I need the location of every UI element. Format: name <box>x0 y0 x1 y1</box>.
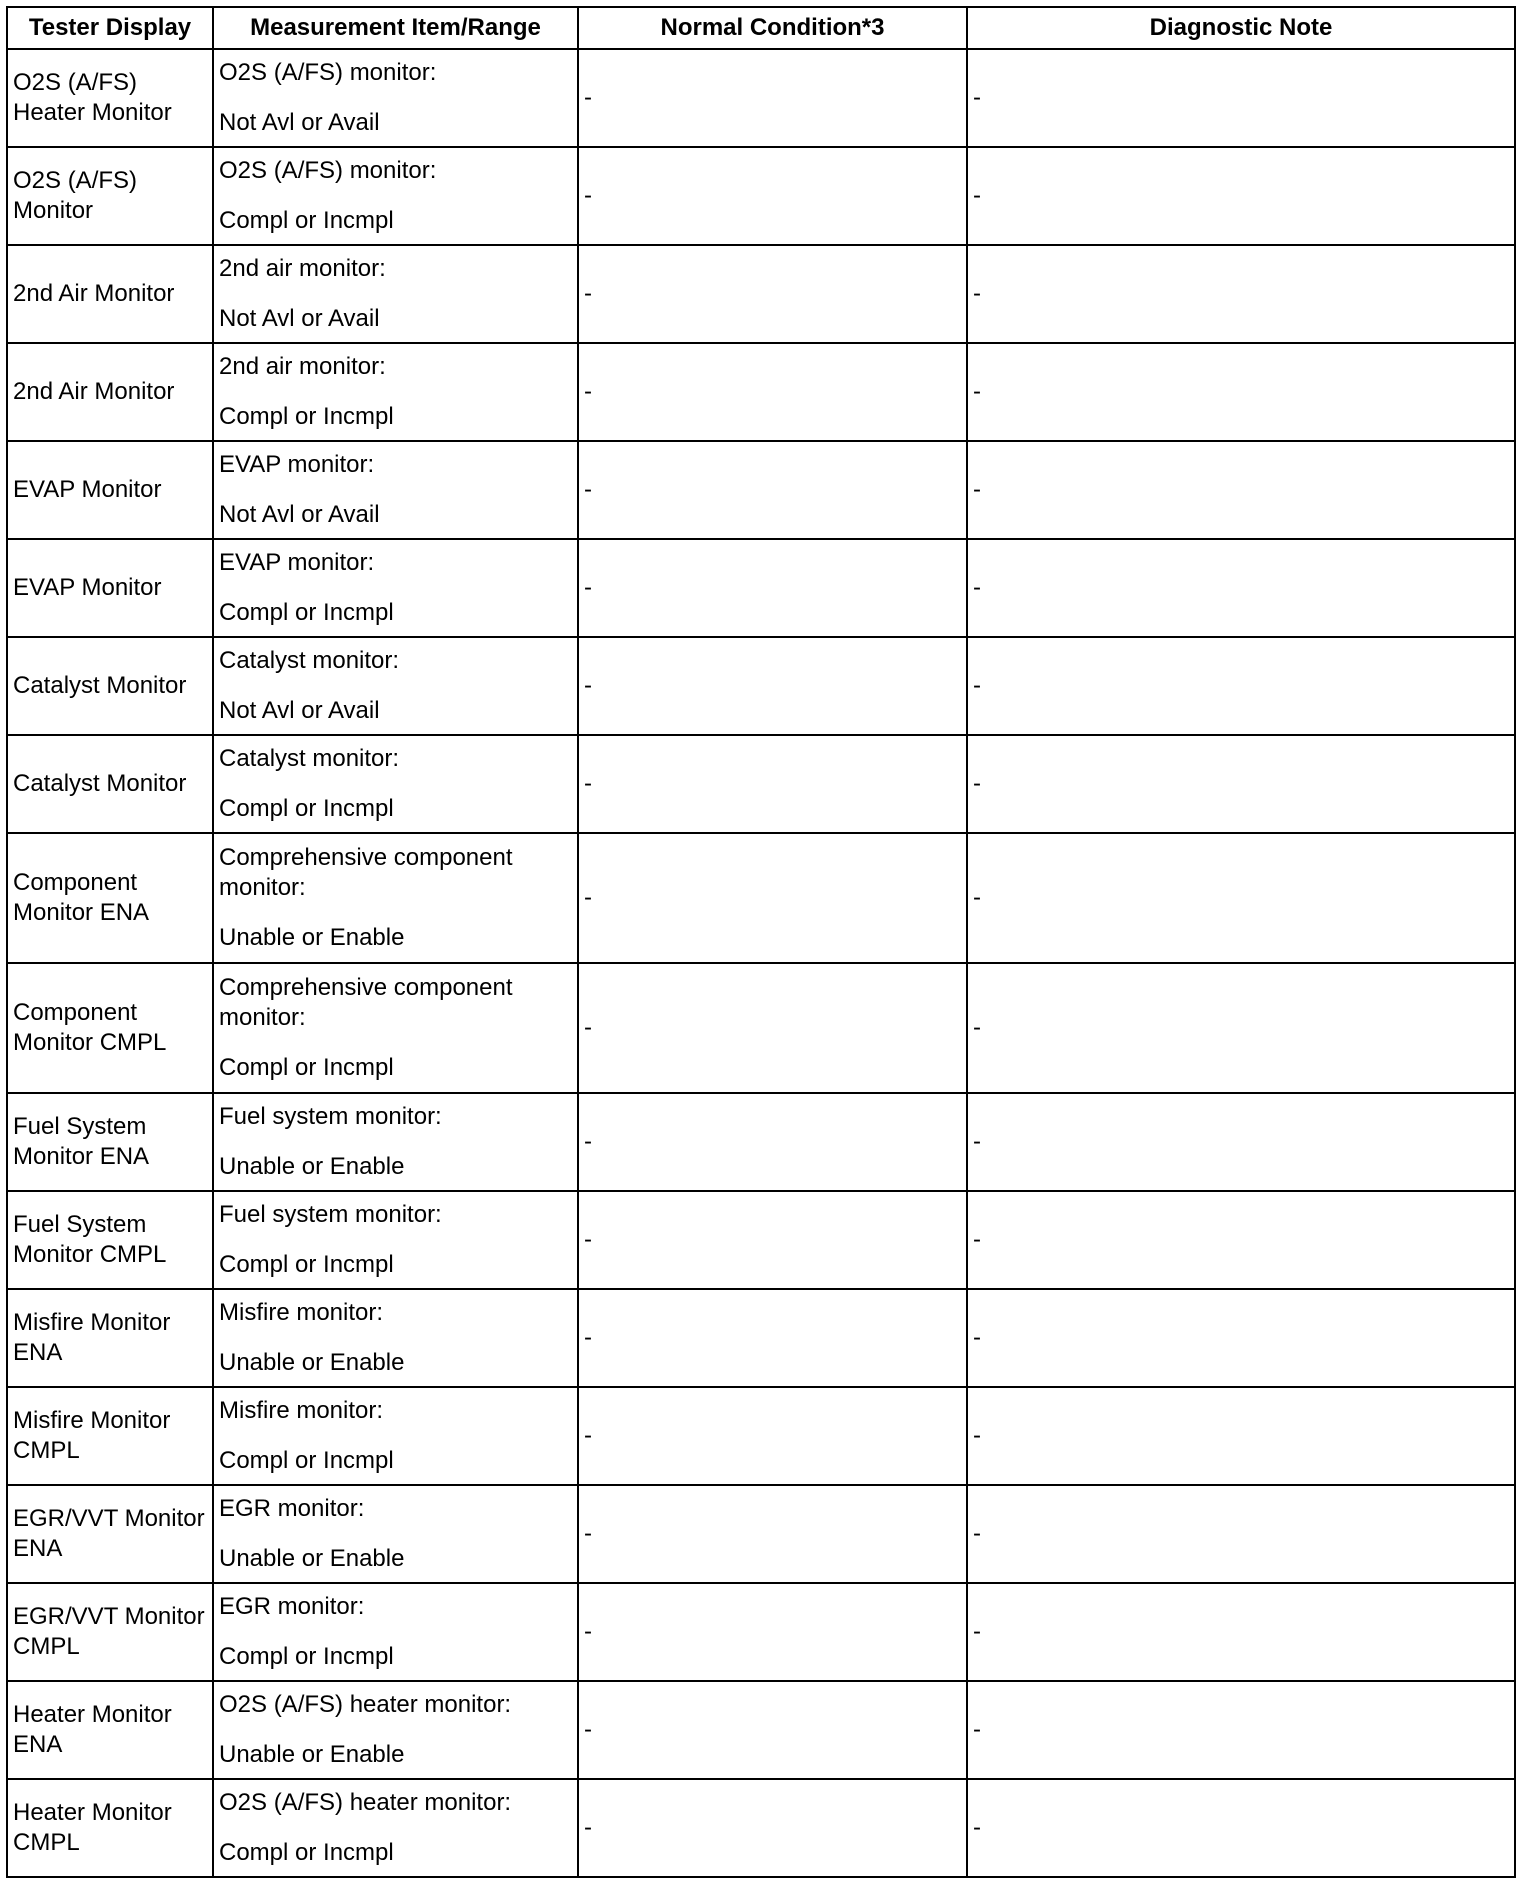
normal-condition-cell: - <box>578 343 967 441</box>
normal-condition-cell: - <box>578 637 967 735</box>
diagnostic-note-cell: - <box>967 1191 1515 1289</box>
diagnostic-note-cell: - <box>967 343 1515 441</box>
tester-display-cell: EGR/VVT Monitor CMPL <box>7 1583 213 1681</box>
measurement-cell <box>213 343 578 441</box>
measurement-item: Comprehensive component monitor: <box>219 974 513 1031</box>
measurement-cell <box>213 539 578 637</box>
measurement-range: Compl or Incmpl <box>219 1054 394 1081</box>
normal-condition-cell: - <box>578 245 967 343</box>
measurement-cell <box>213 637 578 735</box>
table-row <box>7 441 1515 539</box>
tester-display-cell: Catalyst Monitor <box>7 735 213 833</box>
diagnostic-note-cell: - <box>967 1681 1515 1779</box>
tester-display-cell: Misfire Monitor CMPL <box>7 1387 213 1485</box>
tester-display-cell: O2S (A/FS) Monitor <box>7 147 213 245</box>
measurement-range: Unable or Enable <box>219 1545 405 1572</box>
diagnostic-note-cell: - <box>967 1387 1515 1485</box>
diagnostic-note-cell: - <box>967 735 1515 833</box>
measurement-cell <box>213 1485 578 1583</box>
table-row <box>7 245 1515 343</box>
tester-display-cell: Fuel System Monitor CMPL <box>7 1191 213 1289</box>
table-row <box>7 963 1515 1093</box>
normal-condition-cell: - <box>578 441 967 539</box>
measurement-item: Misfire monitor: <box>219 1299 384 1326</box>
measurement-cell <box>213 441 578 539</box>
measurement-cell <box>213 1681 578 1779</box>
measurement-range: Unable or Enable <box>219 1741 405 1768</box>
tester-display-cell: Misfire Monitor ENA <box>7 1289 213 1387</box>
measurement-item: Catalyst monitor: <box>219 745 400 772</box>
normal-condition-cell: - <box>578 1583 967 1681</box>
measurement-cell <box>213 833 578 963</box>
measurement-cell <box>213 1093 578 1191</box>
measurement-range: Unable or Enable <box>219 1153 405 1180</box>
diagnostic-note-cell: - <box>967 1779 1515 1877</box>
table-row <box>7 539 1515 637</box>
header-normal-condition: Normal Condition*3 <box>578 7 967 49</box>
measurement-cell <box>213 963 578 1093</box>
table-row <box>7 735 1515 833</box>
measurement-item: O2S (A/FS) heater monitor: <box>219 1789 512 1816</box>
table-row <box>7 147 1515 245</box>
diagnostic-note-cell: - <box>967 1583 1515 1681</box>
measurement-item: Fuel system monitor: <box>219 1201 442 1228</box>
tester-display-cell: 2nd Air Monitor <box>7 343 213 441</box>
measurement-cell <box>213 49 578 147</box>
tester-display-cell: EVAP Monitor <box>7 441 213 539</box>
measurement-item: EGR monitor: <box>219 1495 365 1522</box>
measurement-item: Comprehensive component monitor: <box>219 844 513 901</box>
measurement-item: 2nd air monitor: <box>219 255 386 282</box>
tester-display-cell: O2S (A/FS) Heater Monitor <box>7 49 213 147</box>
table-row <box>7 1583 1515 1681</box>
table-row <box>7 1289 1515 1387</box>
table-row <box>7 833 1515 963</box>
table-row <box>7 1779 1515 1877</box>
diagnostic-note-cell: - <box>967 539 1515 637</box>
table-row <box>7 49 1515 147</box>
table-row <box>7 1485 1515 1583</box>
tester-display-cell: Fuel System Monitor ENA <box>7 1093 213 1191</box>
diagnostic-note-cell: - <box>967 1093 1515 1191</box>
measurement-cell <box>213 735 578 833</box>
header-tester-display: Tester Display <box>7 7 213 49</box>
table-row <box>7 1387 1515 1485</box>
measurement-range: Compl or Incmpl <box>219 1643 394 1670</box>
tester-display-cell: Heater Monitor CMPL <box>7 1779 213 1877</box>
measurement-range: Unable or Enable <box>219 1349 405 1376</box>
table-row <box>7 1191 1515 1289</box>
normal-condition-cell: - <box>578 147 967 245</box>
measurement-item: Catalyst monitor: <box>219 647 400 674</box>
monitor-status-table <box>6 6 1516 1878</box>
diagnostic-note-cell: - <box>967 49 1515 147</box>
normal-condition-cell: - <box>578 735 967 833</box>
measurement-cell <box>213 1289 578 1387</box>
normal-condition-cell: - <box>578 1485 967 1583</box>
measurement-range: Not Avl or Avail <box>219 697 380 724</box>
diagnostic-note-cell: - <box>967 833 1515 963</box>
measurement-item: Fuel system monitor: <box>219 1103 442 1130</box>
measurement-cell <box>213 1191 578 1289</box>
measurement-range: Compl or Incmpl <box>219 207 394 234</box>
measurement-range: Not Avl or Avail <box>219 501 380 528</box>
table-row <box>7 1093 1515 1191</box>
table-row <box>7 637 1515 735</box>
data-list-sheet <box>6 6 1514 1878</box>
diagnostic-note-cell: - <box>967 441 1515 539</box>
table-row <box>7 343 1515 441</box>
measurement-range: Compl or Incmpl <box>219 1251 394 1278</box>
header-measurement-item: Measurement Item/Range <box>213 7 578 49</box>
tester-display-cell: Component Monitor ENA <box>7 833 213 963</box>
normal-condition-cell: - <box>578 963 967 1093</box>
measurement-cell <box>213 1387 578 1485</box>
tester-display-cell: Heater Monitor ENA <box>7 1681 213 1779</box>
measurement-cell <box>213 245 578 343</box>
measurement-range: Compl or Incmpl <box>219 403 394 430</box>
measurement-item: O2S (A/FS) heater monitor: <box>219 1691 512 1718</box>
tester-display-cell: 2nd Air Monitor <box>7 245 213 343</box>
measurement-item: O2S (A/FS) monitor: <box>219 157 437 184</box>
normal-condition-cell: - <box>578 1191 967 1289</box>
measurement-range: Compl or Incmpl <box>219 1839 394 1866</box>
normal-condition-cell: - <box>578 1093 967 1191</box>
tester-display-cell: Catalyst Monitor <box>7 637 213 735</box>
table-header-row <box>7 7 1515 49</box>
diagnostic-note-cell: - <box>967 963 1515 1093</box>
diagnostic-note-cell: - <box>967 245 1515 343</box>
measurement-range: Compl or Incmpl <box>219 795 394 822</box>
tester-display-cell: EGR/VVT Monitor ENA <box>7 1485 213 1583</box>
measurement-item: EGR monitor: <box>219 1593 365 1620</box>
diagnostic-note-cell: - <box>967 1485 1515 1583</box>
diagnostic-note-cell: - <box>967 637 1515 735</box>
tester-display-cell: Component Monitor CMPL <box>7 963 213 1093</box>
table-row <box>7 1681 1515 1779</box>
measurement-range: Unable or Enable <box>219 924 405 951</box>
normal-condition-cell: - <box>578 1779 967 1877</box>
normal-condition-cell: - <box>578 1289 967 1387</box>
measurement-range: Compl or Incmpl <box>219 1447 394 1474</box>
measurement-item: EVAP monitor: <box>219 549 375 576</box>
normal-condition-cell: - <box>578 1681 967 1779</box>
normal-condition-cell: - <box>578 49 967 147</box>
measurement-cell <box>213 1779 578 1877</box>
measurement-range: Compl or Incmpl <box>219 599 394 626</box>
measurement-item: O2S (A/FS) monitor: <box>219 59 437 86</box>
measurement-range: Not Avl or Avail <box>219 305 380 332</box>
tester-display-cell: EVAP Monitor <box>7 539 213 637</box>
normal-condition-cell: - <box>578 833 967 963</box>
measurement-cell <box>213 1583 578 1681</box>
measurement-cell <box>213 147 578 245</box>
measurement-item: Misfire monitor: <box>219 1397 384 1424</box>
diagnostic-note-cell: - <box>967 147 1515 245</box>
diagnostic-note-cell: - <box>967 1289 1515 1387</box>
header-diagnostic-note: Diagnostic Note <box>967 7 1515 49</box>
normal-condition-cell: - <box>578 1387 967 1485</box>
measurement-range: Not Avl or Avail <box>219 109 380 136</box>
measurement-item: 2nd air monitor: <box>219 353 386 380</box>
measurement-item: EVAP monitor: <box>219 451 375 478</box>
normal-condition-cell: - <box>578 539 967 637</box>
